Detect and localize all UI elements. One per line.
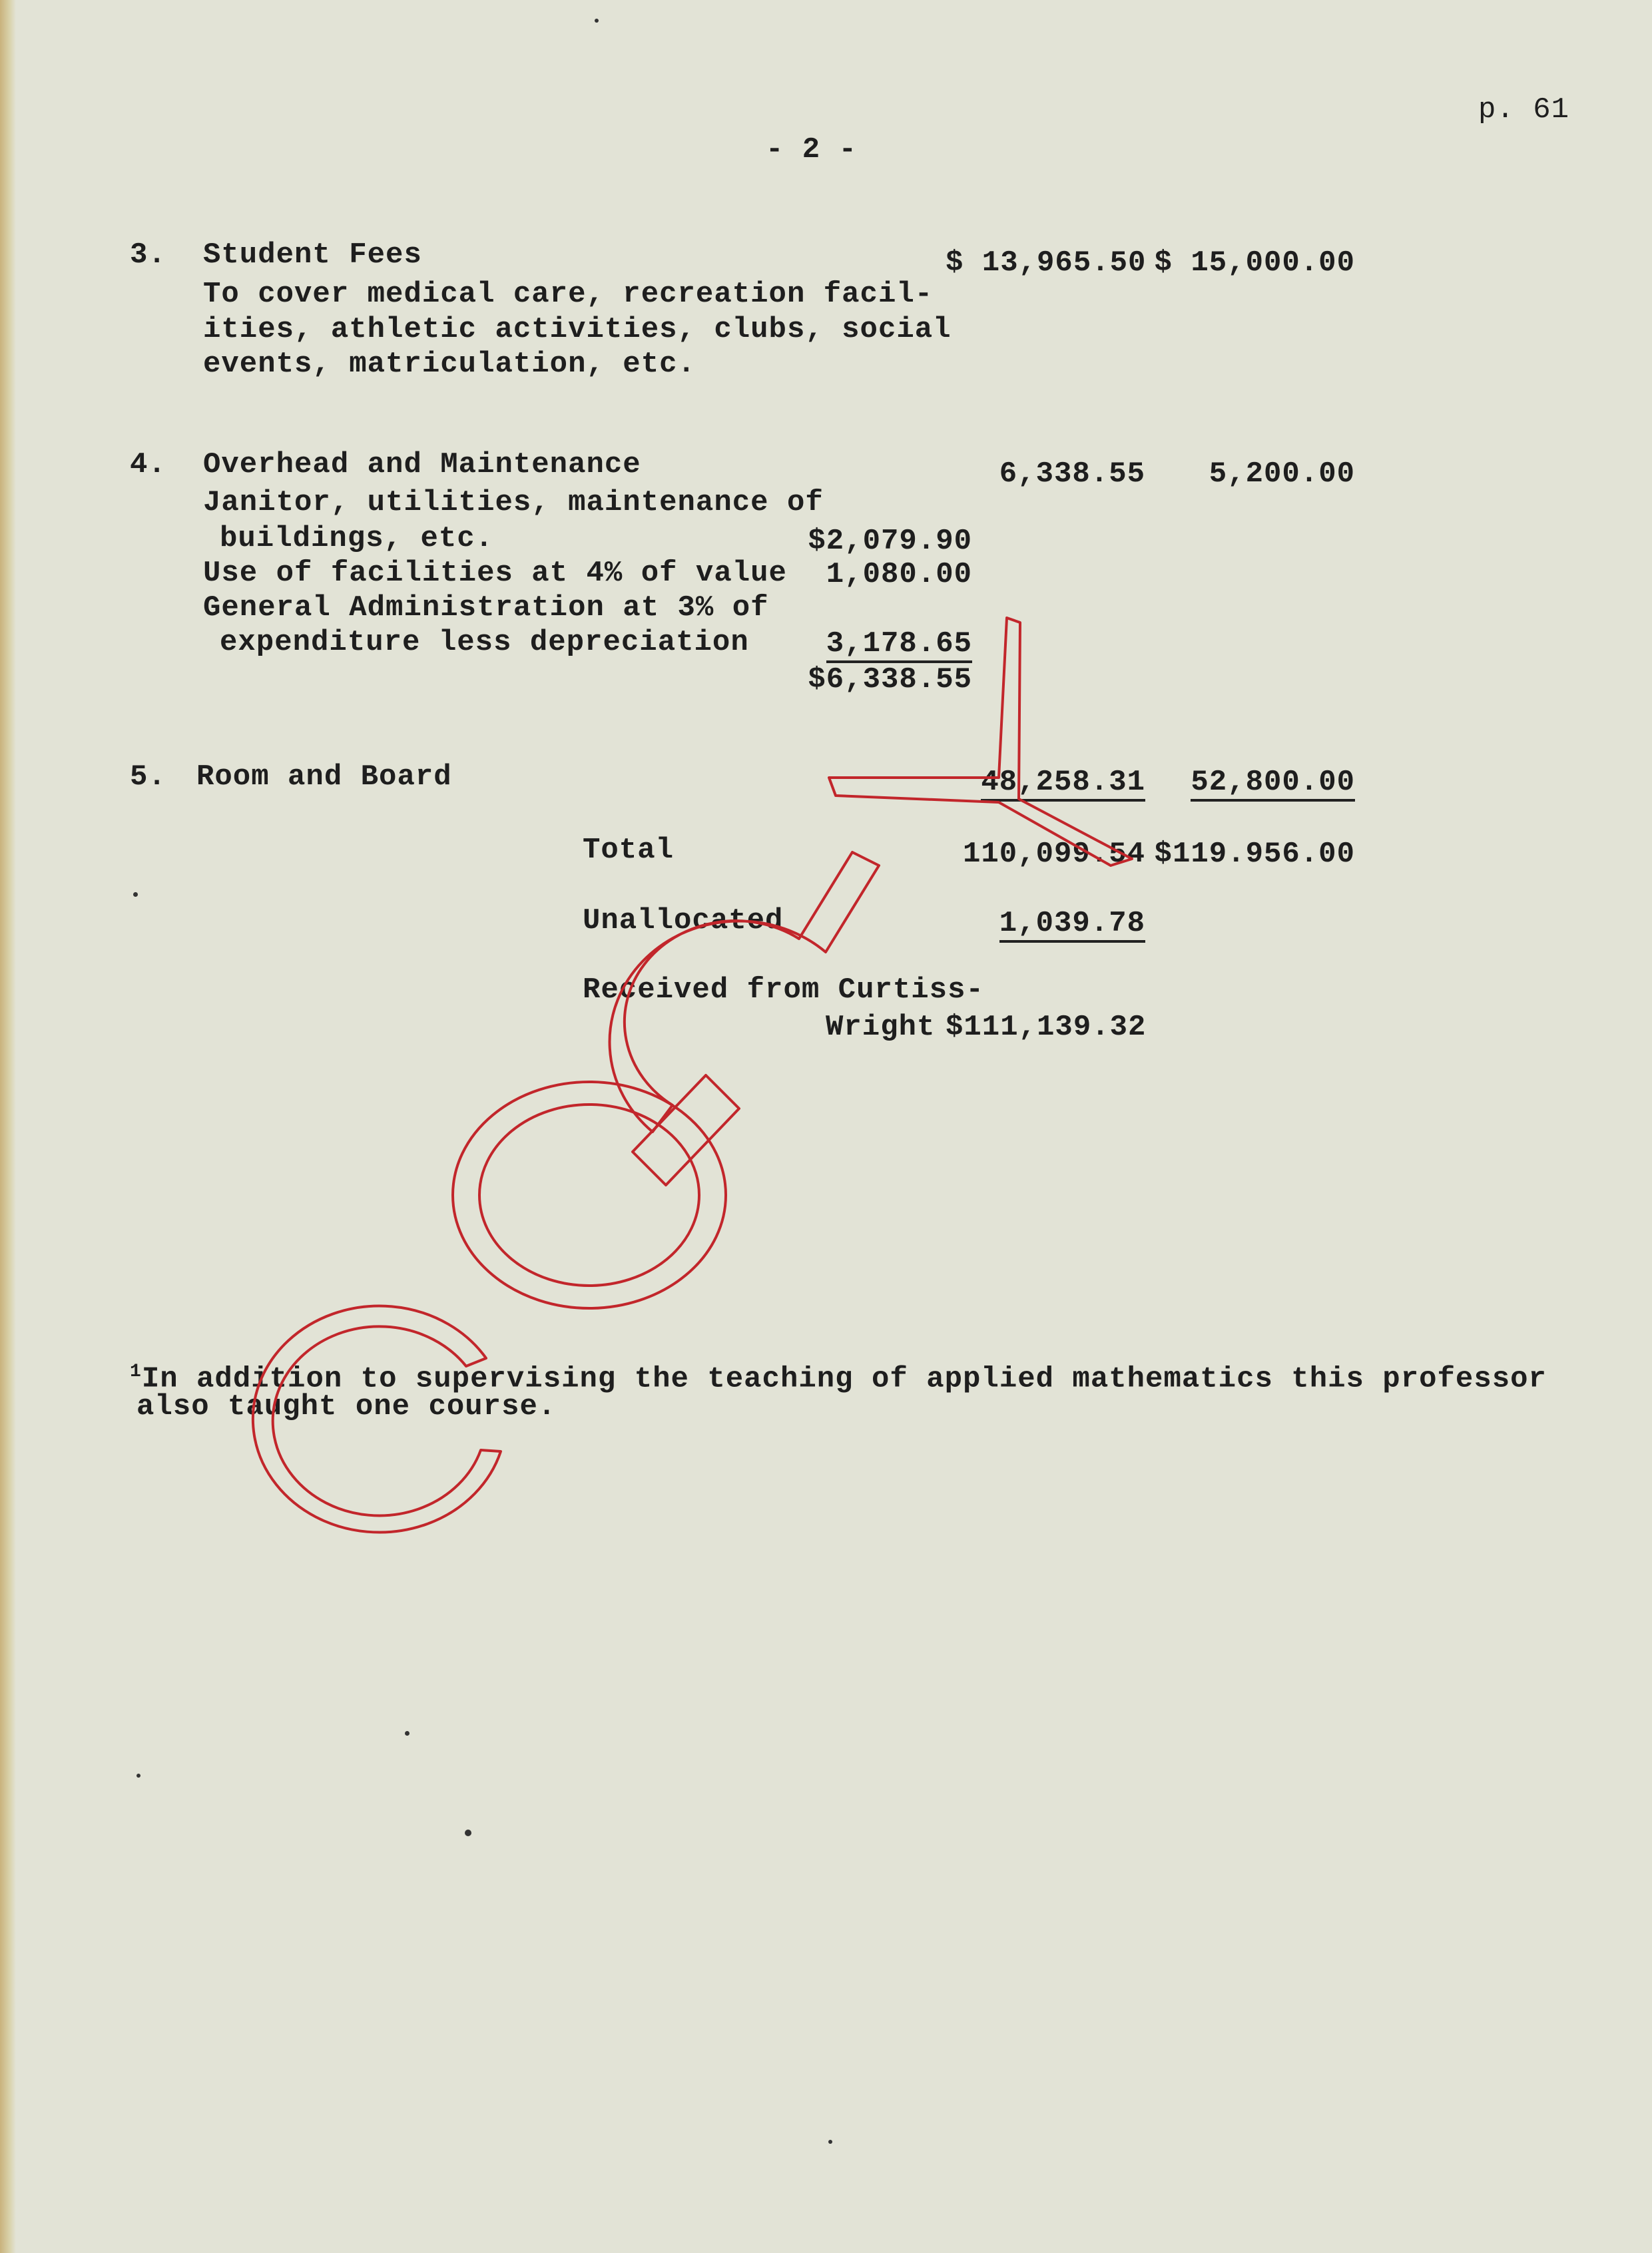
total-label: Total [583, 834, 675, 867]
item-3-amount-2: $ 15,000.00 [1154, 246, 1355, 280]
item-4-desc-line: General Administration at 3% of [203, 591, 769, 625]
received-label: Received from Curtiss- [583, 973, 984, 1007]
unallocated-label: Unallocated [583, 904, 784, 937]
unallocated-amount: 1,039.78 [946, 905, 1145, 941]
item-5-number: 5. [130, 760, 166, 794]
footnote-line-2: also taught one course. [137, 1390, 557, 1423]
item-4-desc-line: expenditure less depreciation [220, 626, 749, 659]
scan-speck [133, 892, 138, 897]
page-edge [0, 0, 16, 2253]
item-4-amount-1: 6,338.55 [999, 457, 1145, 491]
item-4-desc-line: Janitor, utilities, maintenance of [203, 486, 824, 519]
item-3-desc-line: ities, athletic activities, clubs, social [203, 313, 952, 346]
item-4-desc-line: Use of facilities at 4% of value [203, 557, 787, 590]
item-4-breakdown-subtotal: $6,338.55 [808, 663, 972, 696]
page-reference: p. 61 [1478, 93, 1570, 126]
stamp-letter-o-outer [453, 1082, 726, 1308]
item-4-desc-line: buildings, etc. [220, 522, 494, 555]
item-3-title: Student Fees [203, 238, 422, 272]
item-4-amount-2: 5,200.00 [1209, 457, 1355, 491]
item-3-number: 3. [130, 238, 166, 272]
item-3-desc-line: events, matriculation, etc. [203, 348, 696, 381]
footnote-text: In addition to supervising the teaching of applied mathematics this professor [141, 1362, 1547, 1396]
scan-speck [137, 1774, 140, 1778]
item-5-amount-2: 52,800.00 [1145, 764, 1355, 800]
scan-speck [465, 1830, 471, 1836]
item-5-title: Room and Board [196, 760, 452, 794]
received-amount: $111,139.32 [946, 1011, 1147, 1044]
page-number: - 2 - [766, 133, 858, 166]
scan-speck [828, 2140, 832, 2144]
item-5-amount-1: 48,258.31 [946, 764, 1145, 800]
item-3-amount-1: $ 13,965.50 [946, 246, 1147, 280]
item-4-breakdown-facilities: 1,080.00 [826, 558, 972, 591]
total-amount-1: 110,099.54 [962, 838, 1145, 871]
item-4-number: 4. [130, 448, 166, 481]
scan-speck [405, 1731, 410, 1736]
footnote-marker: 1 [130, 1362, 142, 1382]
scan-speck [595, 19, 599, 23]
item-4-breakdown-janitor: $2,079.90 [808, 525, 972, 558]
item-4-breakdown-admin: 3,178.65 [772, 626, 972, 662]
stamp-letter-o-inner [479, 1105, 699, 1286]
total-amount-2: $119.956.00 [1154, 838, 1355, 871]
received-label-cont: Wright [826, 1011, 936, 1044]
item-3-desc-line: To cover medical care, recreation facil- [203, 278, 934, 311]
item-4-title: Overhead and Maintenance [203, 448, 641, 481]
stamp-letter-p-stem [633, 1075, 739, 1185]
